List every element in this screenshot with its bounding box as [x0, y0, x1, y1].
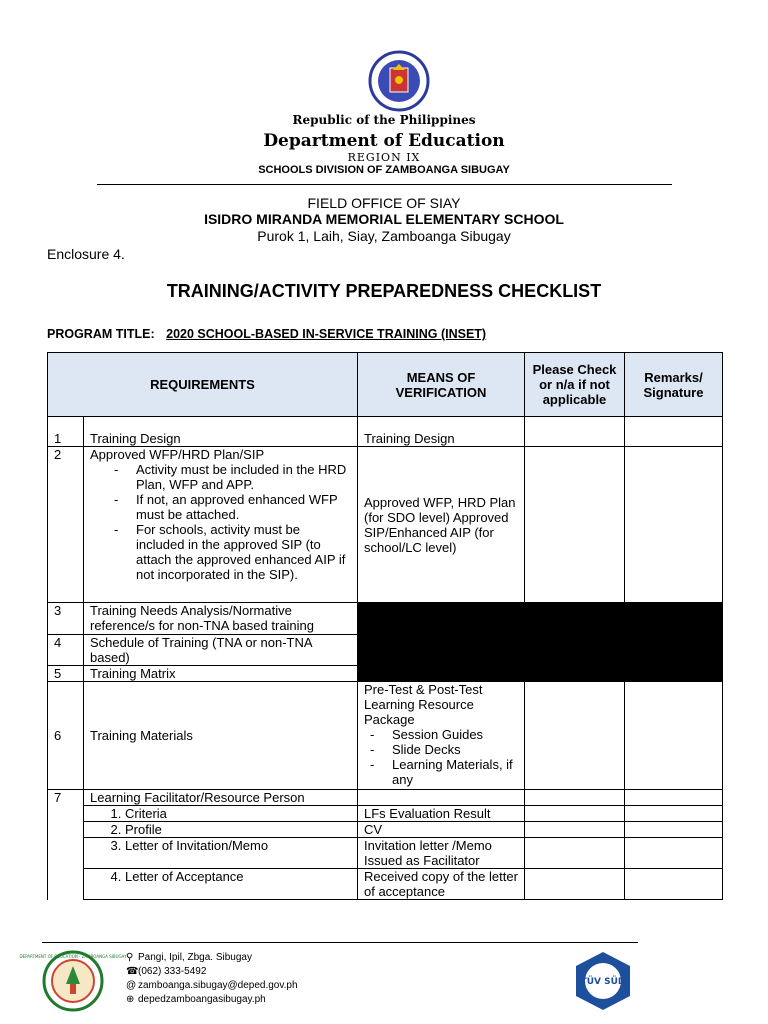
- row-number: 4: [48, 635, 84, 666]
- means-cell: [358, 790, 525, 806]
- header-divider: [97, 184, 672, 185]
- footer-phone-line: [126, 965, 298, 979]
- tuv-text: TÜV SÜD: [580, 977, 626, 987]
- school-address: Purok 1, Laih, Siay, Zamboanga Sibugay: [257, 228, 511, 244]
- check-cell[interactable]: [525, 447, 625, 603]
- region-text: REGION IX: [347, 151, 421, 164]
- remarks-cell[interactable]: [625, 869, 723, 900]
- requirement-text: Approved WFP/HRD Plan/SIP: [90, 447, 265, 462]
- header-means: MEANS OF VERIFICATION: [358, 353, 525, 417]
- list-item: 3. Letter of Invitation/Memo: [125, 838, 351, 853]
- page-title: TRAINING/ACTIVITY PREPAREDNESS CHECKLIST: [166, 281, 602, 301]
- check-cell[interactable]: [525, 417, 625, 447]
- footer-contact: [126, 951, 298, 1007]
- sub-requirement-cell: [84, 822, 358, 838]
- means-cell: CV: [358, 822, 525, 838]
- division-logo-text: DEPARTMENT OF EDUCATION · ZAMBOANGA SIBUGAY: [19, 954, 127, 959]
- globe-icon: ⊕: [126, 994, 135, 1005]
- sub-requirement-cell: [84, 838, 358, 869]
- means-cell: Invitation letter /Memo Issued as Facilitator: [358, 838, 525, 869]
- footer-address-line: [126, 951, 298, 965]
- deped-seal-logo: [364, 50, 434, 112]
- division-logo: [19, 950, 127, 1012]
- requirement-cell: Training Design: [84, 417, 358, 447]
- program-title: [47, 327, 486, 341]
- remarks-cell[interactable]: [625, 822, 723, 838]
- requirement-cell: Schedule of Training (TNA or non-TNA based): [84, 635, 358, 666]
- table-row: [48, 822, 723, 838]
- footer-web[interactable]: depedzamboangasibugay.ph: [138, 994, 266, 1005]
- requirement-cell: Learning Facilitator/Resource Person: [84, 790, 358, 806]
- table-row: [48, 790, 723, 806]
- row-number: 6: [48, 682, 84, 790]
- program-label: PROGRAM TITLE:: [47, 327, 155, 341]
- table-row: [48, 806, 723, 822]
- check-cell[interactable]: [525, 790, 625, 806]
- check-cell[interactable]: [525, 682, 625, 790]
- list-item: - If not, an approved enhanced WFP must be attached.: [136, 492, 351, 522]
- list-item: - Slide Decks: [392, 742, 518, 757]
- footer-divider: [42, 942, 638, 943]
- tuv-certification-logo: [572, 950, 634, 1012]
- requirement-cell: Training Needs Analysis/Normative reference/s for non-TNA based training: [84, 603, 358, 635]
- table-header-row: [48, 353, 723, 417]
- list-item: 4. Letter of Acceptance: [125, 869, 351, 884]
- row-number: 1: [48, 417, 84, 447]
- remarks-cell[interactable]: [625, 806, 723, 822]
- republic-text: Republic of the Philippines: [292, 113, 476, 127]
- division-text: SCHOOLS DIVISION OF ZAMBOANGA SIBUGAY: [258, 164, 510, 176]
- school-name: ISIDRO MIRANDA MEMORIAL ELEMENTARY SCHOOL: [204, 211, 564, 227]
- means-cell: Received copy of the letter of acceptance: [358, 869, 525, 900]
- requirement-cell: Training Materials: [84, 682, 358, 790]
- remarks-cell[interactable]: [625, 790, 723, 806]
- email-icon: @: [126, 980, 137, 991]
- requirement-cell: Training Matrix: [84, 666, 358, 682]
- phone-icon: ☎: [126, 966, 139, 977]
- table-row: [48, 682, 723, 790]
- means-bullets: [364, 727, 518, 787]
- remarks-cell[interactable]: [625, 447, 723, 603]
- row-number: 3: [48, 603, 84, 635]
- list-item: - Activity must be included in the HRD Plan, WFP and APP.: [136, 462, 351, 492]
- requirement-cell: [84, 447, 358, 603]
- list-item: - Learning Materials, if any: [392, 757, 518, 787]
- row-number: 7: [48, 790, 84, 806]
- means-cell: [358, 682, 525, 790]
- header-remarks: Remarks/ Signature: [625, 353, 723, 417]
- remarks-cell[interactable]: [625, 838, 723, 869]
- remarks-cell[interactable]: [625, 682, 723, 790]
- means-cell: Approved WFP, HRD Plan (for SDO level) Approved SIP/Enhanced AIP (for school/LC level): [358, 447, 525, 603]
- footer-email-line: [126, 979, 298, 993]
- sub-requirement-cell: [84, 806, 358, 822]
- list-item: 2. Profile: [125, 822, 351, 837]
- means-cell: Training Design: [358, 417, 525, 447]
- footer-phone: (062) 333-5492: [138, 966, 207, 977]
- footer-email[interactable]: zamboanga.sibugay@deped.gov.ph: [138, 980, 298, 991]
- table-row: [48, 447, 723, 603]
- check-cell[interactable]: [525, 822, 625, 838]
- enclosure-label: Enclosure 4.: [47, 246, 125, 262]
- check-cell[interactable]: [525, 806, 625, 822]
- header-requirements: REQUIREMENTS: [48, 353, 358, 417]
- list-item: - Session Guides: [392, 727, 518, 742]
- program-value: 2020 SCHOOL-BASED IN-SERVICE TRAINING (INSET): [166, 327, 487, 341]
- table-row: [48, 417, 723, 447]
- header-check: Please Check or n/a if not applicable: [525, 353, 625, 417]
- redacted-block: [358, 603, 723, 682]
- sub-requirement-cell: [84, 869, 358, 900]
- means-text: Pre-Test & Post-Test Learning Resource Package: [364, 682, 483, 727]
- remarks-cell[interactable]: [625, 417, 723, 447]
- means-cell: LFs Evaluation Result: [358, 806, 525, 822]
- table-row: [48, 838, 723, 869]
- department-text: Department of Education: [263, 131, 505, 151]
- footer-web-line: [126, 993, 298, 1007]
- list-item: - For schools, activity must be included in the approved SIP (to attach the approved enhanced AIP if not incorporated in the SIP).: [136, 522, 351, 582]
- location-pin-icon: ⚲: [126, 952, 134, 963]
- field-office: FIELD OFFICE OF SIAY: [307, 195, 461, 211]
- footer-address: Pangi, Ipil, Zbga. Sibugay: [138, 952, 252, 963]
- checklist-table: [47, 352, 723, 900]
- table-row: [48, 869, 723, 900]
- check-cell[interactable]: [525, 838, 625, 869]
- list-item: 1. Criteria: [125, 806, 351, 821]
- row-number: 2: [48, 447, 84, 603]
- check-cell[interactable]: [525, 869, 625, 900]
- row-number: 5: [48, 666, 84, 682]
- table-row: [48, 603, 723, 635]
- requirement-bullets: [90, 462, 351, 582]
